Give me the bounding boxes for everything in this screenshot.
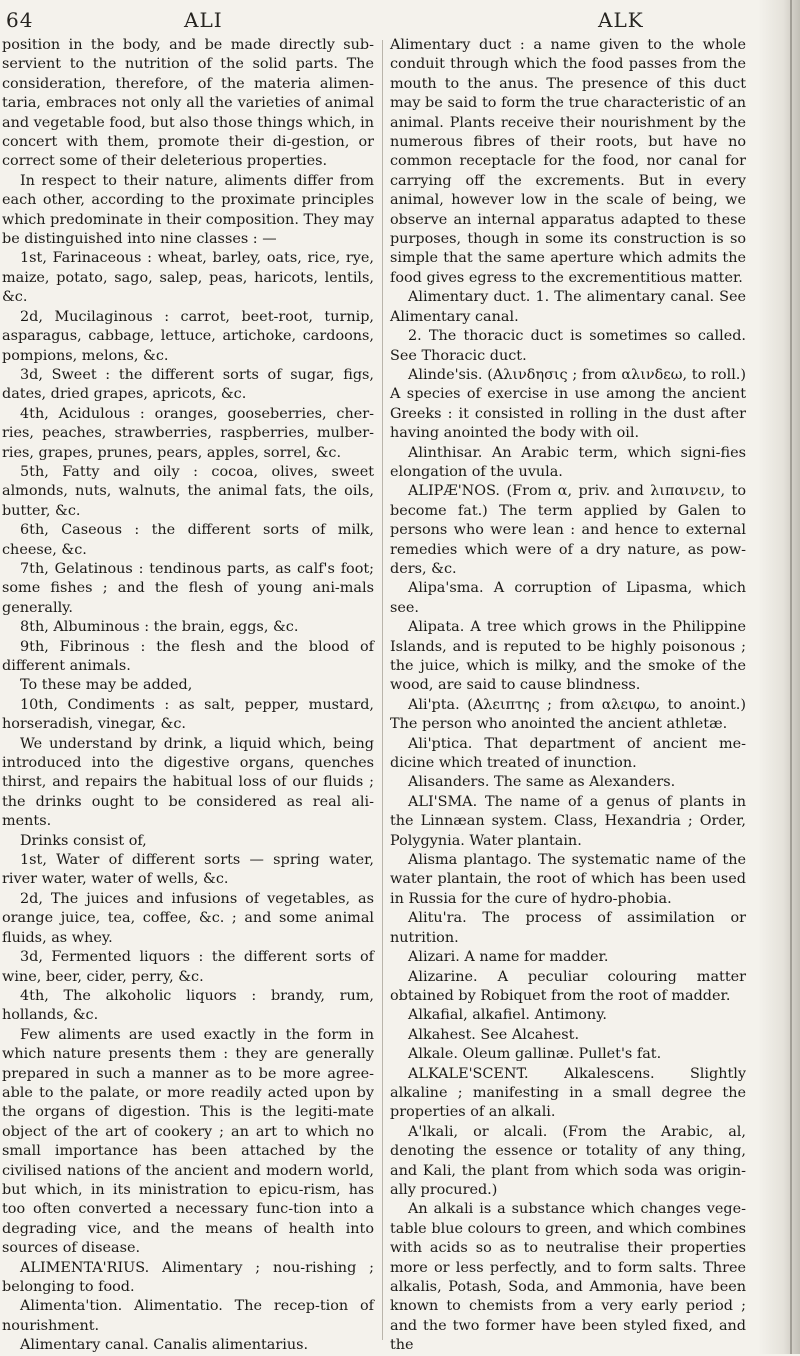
- dictionary-entry: Ali'ptica. That department of ancient me-dicine which treated of inunction.: [390, 735, 746, 772]
- list-item: 2d, The juices and infusions of vegetables, as orange juice, tea, coffee, &c. ; and some animal fluids, as whey.: [2, 890, 374, 946]
- dictionary-entry: Alitu'ra. The process of assimilation or nutrition.: [390, 910, 746, 946]
- page-number: 64: [6, 8, 34, 32]
- paragraph: Drinks consist of,: [20, 832, 147, 849]
- dictionary-entry: Alipa'sma. A corruption of Lipasma, which see.: [390, 580, 746, 616]
- dictionary-entry: Alkahest. See Alcahest.: [408, 1026, 580, 1043]
- dictionary-entry: Alimenta'tion. Alimentatio. The recep-tion of nourishment.: [2, 1298, 374, 1334]
- running-head-right: ALK: [598, 8, 644, 32]
- list-item: 1st, Farinaceous : wheat, barley, oats, rice, rye, maize, potato, sago, salep, peas, haricots, lentils, &c.: [2, 250, 374, 306]
- dictionary-entry: Alizari. A name for madder.: [408, 949, 609, 966]
- paragraph: Few aliments are used exactly in the form in which nature presents them : they are generally prepared in such a manner as to be more agree-able to the palate, or more readily acted upon by the organs of digestion. This is the legiti-mate object of the art of cookery ; an art to which no small importance has been attached by the civilised nations of the ancient and modern world, but which, in its ministration to epicu-rism, has too often converted a necessary func-tion into a degrading vice, and the means of health into sources of disease.: [2, 1026, 374, 1257]
- paragraph: In respect to their nature, aliments differ from each other, according to the proximate principles which predominate in their composition. They may be distinguished into nine classes : —: [2, 172, 374, 248]
- dictionary-entry: ALKALE'SCENT. Alkalescens. Slightly alkaline ; manifesting in a small degree the properties of an alkali.: [390, 1065, 746, 1121]
- list-item: 8th, Albuminous : the brain, eggs, &c.: [20, 619, 299, 636]
- dictionary-entry: ALIPÆ'NOS. (From α, priv. and λιπαινειν, to become fat.) The term applied by Galen to persons who were lean : and hence to external remedies which were of a dry nature, as pow-ders, &c.: [390, 483, 746, 577]
- list-item: 10th, Condiments : as salt, pepper, mustard, horseradish, vinegar, &c.: [2, 696, 374, 733]
- paragraph: position in the body, and be made directly sub-servient to the nutrition of the solid parts. The consideration, therefore, of the materia alimen-taria, embraces not only all the varieties of animal and vegetable food, but also those things which, in concert with them, promote their di-gestion, or correct some of their deleterious properties.: [2, 37, 374, 170]
- dictionary-entry: Alisanders. The same as Alexanders.: [408, 774, 676, 791]
- right-column: [390, 36, 746, 1356]
- dictionary-entry: ALI'SMA. The name of a genus of plants in the Linnæan system. Class, Hexandria ; Order, Polygynia. Water plantain.: [390, 793, 746, 849]
- column-divider: [382, 40, 383, 1340]
- dictionary-entry: Alinthisar. An Arabic term, which signi-fies elongation of the uvula.: [390, 444, 746, 480]
- left-column: [2, 36, 374, 1356]
- list-item: 3d, Sweet : the different sorts of sugar, figs, dates, dried grapes, apricots, &c.: [2, 366, 374, 403]
- list-item: 1st, Water of different sorts — spring water, river water, water of wells, &c.: [2, 852, 374, 888]
- dictionary-entry: Alipata. A tree which grows in the Philippine Islands, and is reputed to be highly poisonous ; the juice, which is milky, and the smoke of the wood, are said to cause blindness.: [390, 619, 746, 694]
- dictionary-entry: A'lkali, or alcali. (From the Arabic, al, denoting the essence or totality of any thing, and Kali, the plant from which soda was origin-ally procured.): [390, 1123, 746, 1198]
- dictionary-entry: Alkafial, alkafiel. Antimony.: [408, 1007, 607, 1024]
- paragraph: Alimentary duct : a name given to the whole conduit through which the food passes from the mouth to the anus. The presence of this duct may be said to form the true characteristic of an animal. Plants receive their nourishment by the numerous fibres of their roots, but have no common receptacle for the food, nor canal for carrying off the excrements. But in every animal, however low in the scale of being, we observe an internal apparatus adapted to these purposes, though in some its construction is so simple that the same aperture which admits the food gives egress to the excrementitious matter.: [390, 37, 746, 286]
- list-item: 4th, Acidulous : oranges, gooseberries, cher-ries, peaches, strawberries, raspberries, mulber-ries, grapes, prunes, pears, apples, sorrel, &c.: [2, 405, 374, 461]
- dictionary-entry: Ali'pta. (Αλειπτης ; from αλειφω, to anoint.) The person who anointed the ancient athletæ.: [390, 696, 746, 733]
- page-edge-shadow: [758, 0, 800, 1354]
- running-head-left: ALI: [184, 8, 223, 32]
- list-item: 9th, Fibrinous : the flesh and the blood of different animals.: [2, 638, 374, 674]
- list-item: 4th, The alkoholic liquors : brandy, rum, hollands, &c.: [2, 987, 374, 1024]
- list-item: 2d, Mucilaginous : carrot, beet-root, turnip, asparagus, cabbage, lettuce, artichoke, cardoons, pompions, melons, &c.: [2, 308, 374, 364]
- binding-edge: [790, 0, 792, 1354]
- paragraph: We understand by drink, a liquid which, being introduced into the digestive organs, quenches thirst, and repairs the habitual loss of our fluids ; the drinks ought to be considered as real ali-ments.: [2, 735, 374, 830]
- dictionary-entry: Alimentary duct. 1. The alimentary canal. See Alimentary canal.: [390, 289, 746, 325]
- list-item: 6th, Caseous : the different sorts of milk, cheese, &c.: [2, 522, 374, 558]
- list-item: 7th, Gelatinous : tendinous parts, as calf's foot; some fishes ; and the flesh of young ani-mals generally.: [2, 560, 374, 616]
- dictionary-entry: 2. The thoracic duct is sometimes so called. See Thoracic duct.: [390, 328, 746, 364]
- dictionary-entry: Alimentary canal. Canalis alimentarius.: [20, 1337, 309, 1354]
- list-item: 3d, Fermented liquors : the different sorts of wine, beer, cider, perry, &c.: [2, 949, 374, 985]
- dictionary-entry: Alkale. Oleum gallinæ. Pullet's fat.: [408, 1046, 662, 1063]
- dictionary-entry: Alinde'sis. (Αλινδησις ; from αλινδεω, to roll.) A species of exercise in use among the ancient Greeks : it consisted in rolling in the dust after having anointed the body with oil.: [390, 366, 746, 442]
- paragraph: To these may be added,: [20, 677, 193, 694]
- paragraph: An alkali is a substance which changes vege-table blue colours to green, and which combines with acids so as to neutralise their properties more or less perfectly, and to form salts. Three alkalis, Potash, Soda, and Ammonia, have been known to chemists from a very early period ; and the two former have been styled fixed, and the: [390, 1201, 746, 1354]
- dictionary-entry: Alizarine. A peculiar colouring matter obtained by Robiquet from the root of madder.: [390, 968, 746, 1004]
- dictionary-entry: ALIMENTA'RIUS. Alimentary ; nou-rishing ; belonging to food.: [2, 1259, 374, 1295]
- list-item: 5th, Fatty and oily : cocoa, olives, sweet almonds, nuts, walnuts, the animal fats, the oils, butter, &c.: [2, 463, 374, 519]
- dictionary-entry: Alisma plantago. The systematic name of the water plantain, the root of which has been used in Russia for the cure of hydro-phobia.: [390, 852, 746, 907]
